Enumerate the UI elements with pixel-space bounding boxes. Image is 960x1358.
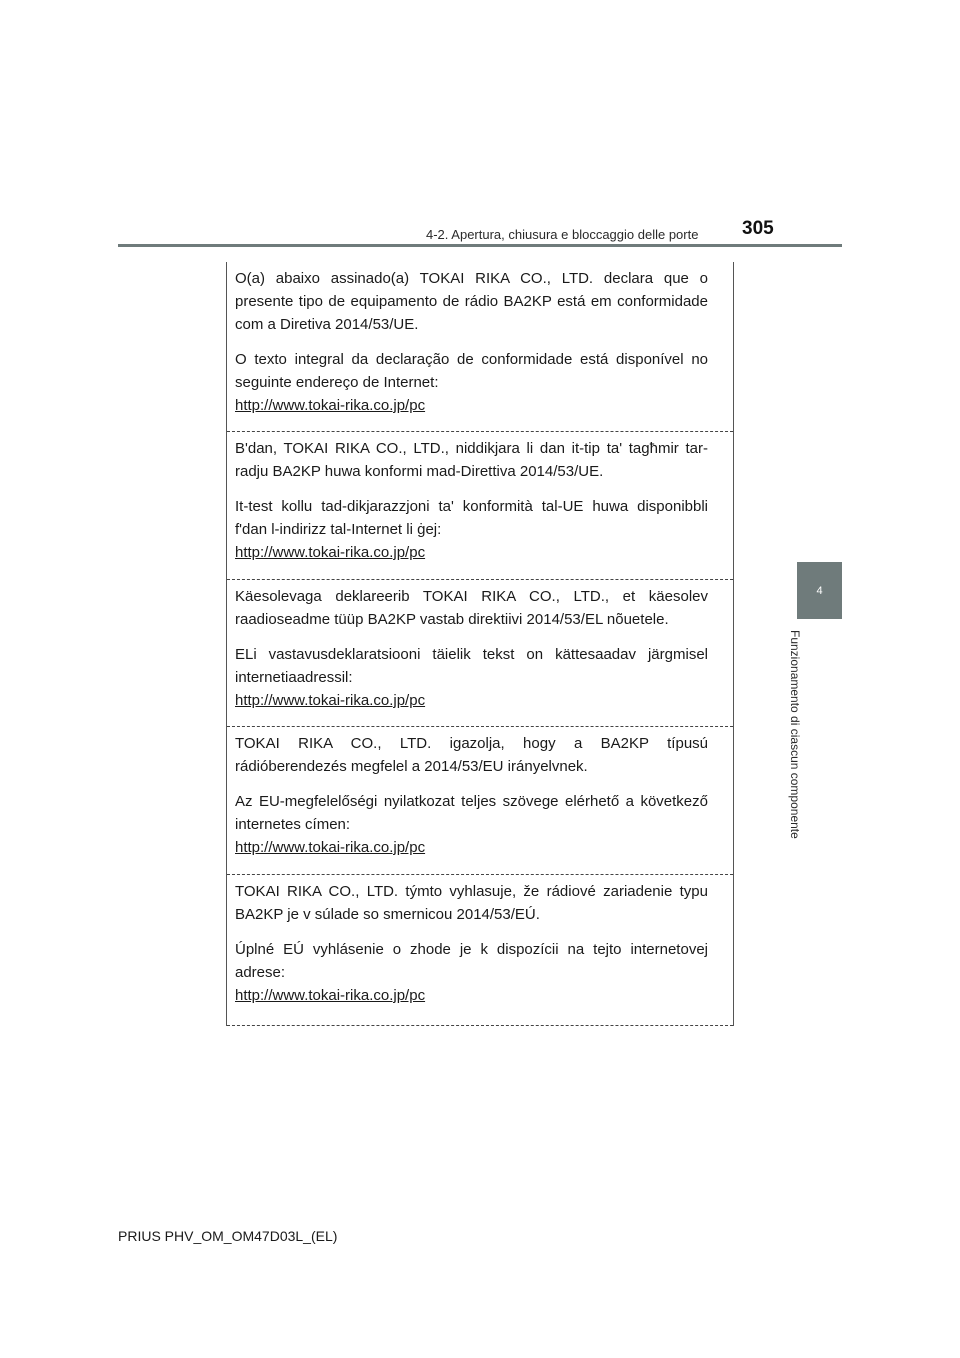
declaration-link[interactable]: http://www.tokai-rika.co.jp/pc xyxy=(235,987,426,1004)
declaration-text: TOKAI RIKA CO., LTD. týmto vyhlasuje, že rádiové zariadenie typu BA2KP je v súlade so smernicou 2014/53/EÚ. xyxy=(235,883,708,923)
declaration-link[interactable]: http://www.tokai-rika.co.jp/pc xyxy=(235,397,426,414)
declaration-text: B'dan, TOKAI RIKA CO., LTD., niddikjara li dan it-tip ta' tagħmir tar-radju BA2KP huwa konformi mad-Direttiva 2014/53/UE. xyxy=(235,440,708,480)
chapter-tab xyxy=(797,562,842,619)
availability-text: ELi vastavusdeklaratsiooni täielik tekst on kättesaadav järgmisel internetiaadressil: xyxy=(235,646,708,686)
availability-text: O texto integral da declaração de conformidade está disponível no seguinte endereço de Internet: xyxy=(235,351,708,391)
section-title: 4-2. Apertura, chiusura e bloccaggio delle porte xyxy=(426,227,699,242)
availability-text: It-test kollu tad-dikjarazzjoni ta' konformità tal-UE huwa disponibbli f'dan l-indirizz tal-Internet li ġej: xyxy=(235,498,708,538)
declaration-text: TOKAI RIKA CO., LTD. igazolja, hogy a BA2KP típusú rádióberendezés megfelel a 2014/53/EU irányelvnek. xyxy=(235,735,708,775)
declarations-table xyxy=(226,262,734,1026)
availability-text: Az EU-megfelelőségi nyilatkozat teljes szövege elérhető a következő internetes címen: xyxy=(235,793,708,833)
declaration-text: Käesolevaga deklareerib TOKAI RIKA CO., LTD., et käesolev raadioseadme tüüp BA2KP vastab direktiivi 2014/53/EL nõuetele. xyxy=(235,588,708,628)
page-number: 305 xyxy=(742,218,774,239)
declaration-block-pt xyxy=(227,262,733,432)
declaration-link[interactable]: http://www.tokai-rika.co.jp/pc xyxy=(235,544,426,561)
declaration-link[interactable]: http://www.tokai-rika.co.jp/pc xyxy=(235,692,426,709)
declaration-block-mt xyxy=(227,432,733,580)
declaration-link[interactable]: http://www.tokai-rika.co.jp/pc xyxy=(235,839,426,856)
chapter-caption: Funzionamento di ciascun componente xyxy=(788,630,802,839)
declaration-block-et xyxy=(227,580,733,727)
declaration-block-hu xyxy=(227,727,733,875)
availability-text: Úplné EÚ vyhlásenie o zhode je k dispozícii na tejto internetovej adrese: xyxy=(235,941,708,981)
declaration-text: O(a) abaixo assinado(a) TOKAI RIKA CO., LTD. declara que o presente tipo de equipamento de rádio BA2KP está em conformidade com a Diretiva 2014/53/UE. xyxy=(235,270,708,333)
document-code: PRIUS PHV_OM_OM47D03L_(EL) xyxy=(118,1228,338,1244)
header-divider xyxy=(118,244,842,247)
chapter-number: 4 xyxy=(816,584,823,597)
declaration-block-sk xyxy=(227,875,733,1026)
